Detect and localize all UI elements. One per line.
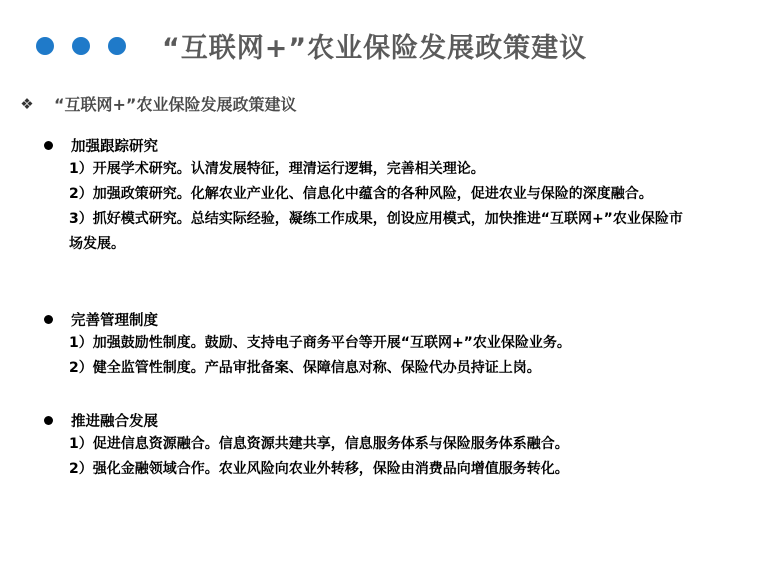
section-title: 推进融合发展 — [71, 413, 158, 430]
slide-title: “互联网+”农业保险发展政策建议 — [162, 33, 588, 64]
section-management — [44, 307, 689, 381]
list-item: 1）促进信息资源融合。信息资源共建共享，信息服务体系与保险服务体系融合。 — [69, 436, 569, 452]
blue-dot-icon — [72, 37, 90, 55]
slide-subtitle: “互联网+”农业保险发展政策建议 — [54, 95, 297, 114]
section-title: 完善管理制度 — [71, 312, 158, 329]
decorative-dots — [36, 37, 144, 55]
bullet-icon — [44, 315, 53, 324]
subheader — [20, 92, 296, 115]
blue-dot-icon — [108, 37, 126, 55]
diamond-bullet-icon: ❖ — [20, 94, 34, 113]
slide-header — [36, 26, 587, 65]
section-research — [44, 133, 689, 257]
bullet-icon — [44, 416, 53, 425]
list-item: 1）开展学术研究。认清发展特征，理清运行逻辑，完善相关理论。 — [69, 161, 485, 177]
list-item: 2）加强政策研究。化解农业产业化、信息化中蕴含的各种风险，促进农业与保险的深度融合。 — [69, 186, 653, 202]
list-item: 2）强化金融领域合作。农业风险向农业外转移，保险由消费品向增值服务转化。 — [69, 461, 569, 477]
section-title: 加强跟踪研究 — [71, 138, 158, 155]
list-item: 2）健全监管性制度。产品审批备案、保障信息对称、保险代办员持证上岗。 — [69, 360, 541, 376]
bullet-icon — [44, 141, 53, 150]
list-item: 3）抓好模式研究。总结实际经验，凝练工作成果，创设应用模式，加快推进“互联网+”农业保险市场发展。 — [69, 211, 683, 252]
list-item: 1）加强鼓励性制度。鼓励、支持电子商务平台等开展“互联网+”农业保险业务。 — [69, 335, 571, 351]
blue-dot-icon — [36, 37, 54, 55]
section-integration — [44, 408, 689, 482]
